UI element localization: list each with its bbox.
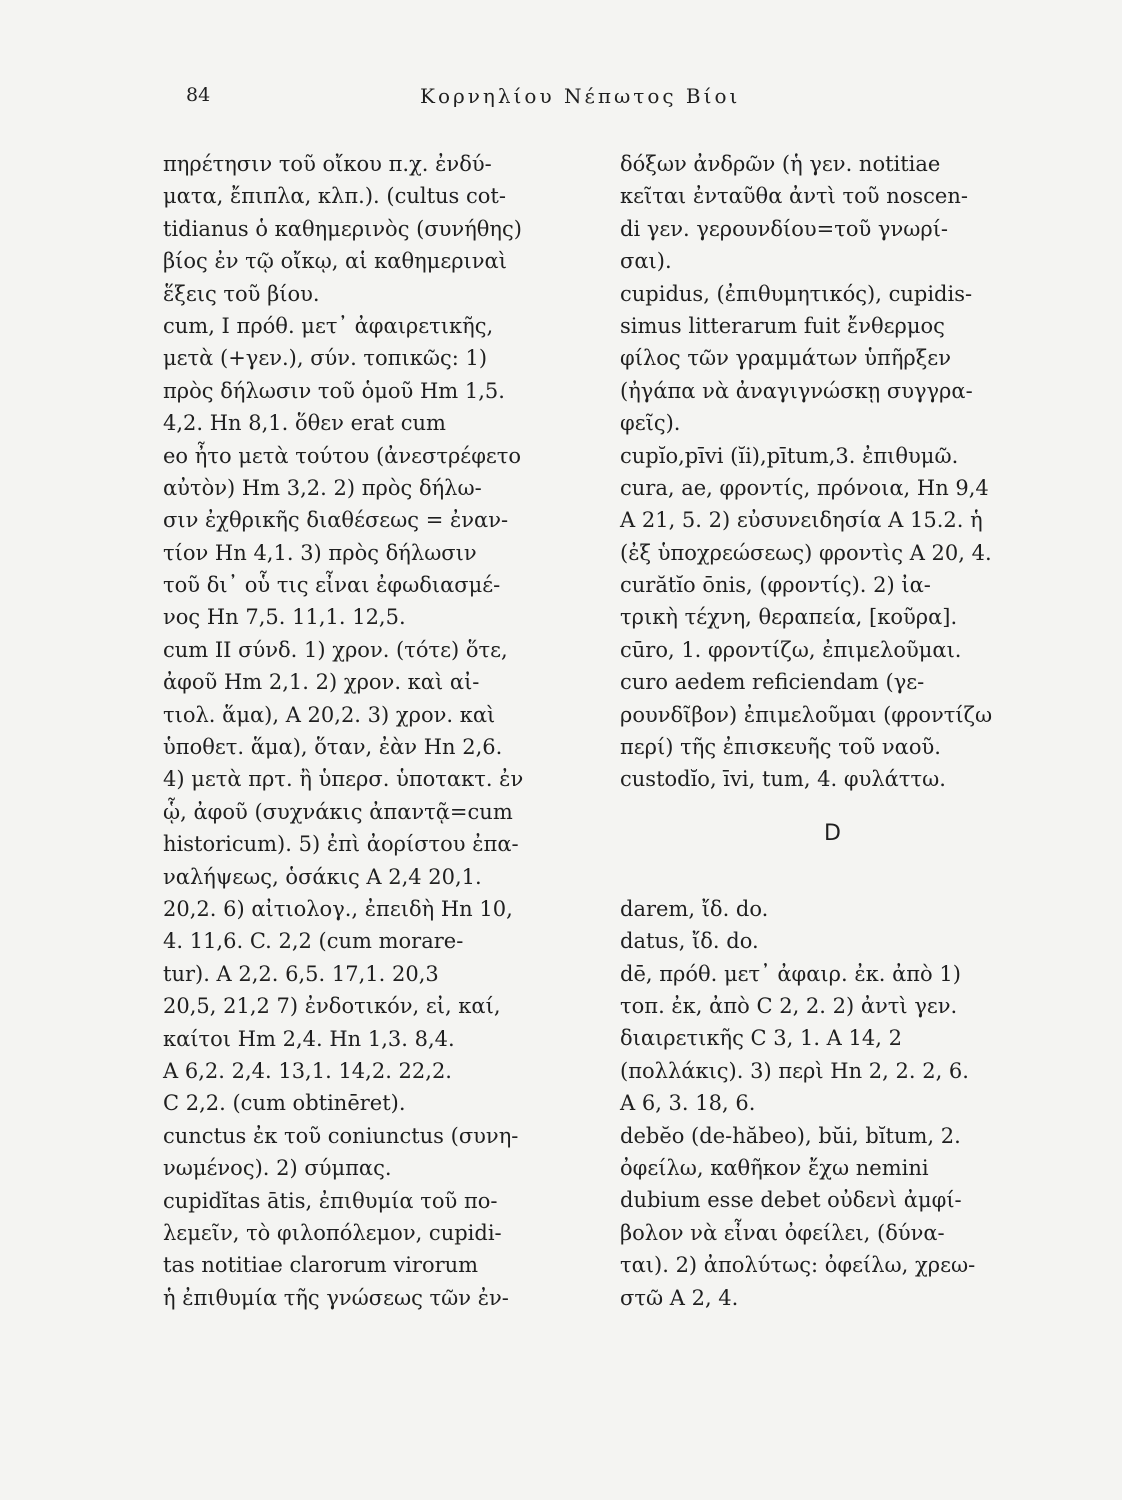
text-line: cura, ae, φροντίς, πρόνοια, Hn 9,4 xyxy=(620,475,989,500)
text-line: debĕo (de-hăbeo), bŭi, bĭtum, 2. xyxy=(620,1123,961,1148)
right-column-bottom xyxy=(620,893,1045,1314)
text-line: πρὸς δήλωσιν τοῦ ὁμοῦ Hm 1,5. xyxy=(163,378,505,403)
text-line: 4,2. Hn 8,1. ὅθεν erat cum xyxy=(163,411,446,436)
text-line: φίλος τῶν γραμμάτων ὑπῆρξεν xyxy=(620,346,951,371)
text-line: ἀφοῦ Hm 2,1. 2) χρον. καὶ αἰ- xyxy=(163,670,480,695)
text-line: A 21, 5. 2) εὐσυνειδησία A 15.2. ἡ xyxy=(620,508,983,533)
text-line: φεῖς). xyxy=(620,411,681,436)
text-line: curo aedem reficiendam (γε- xyxy=(620,670,925,695)
text-line: cum II σύνδ. 1) χρον. (τότε) ὅτε, xyxy=(163,637,508,662)
text-line: eo ἦτο μετὰ τούτου (ἀνεστρέφετο xyxy=(163,443,522,468)
text-line: custodĭo, īvi, tum, 4. φυλάττω. xyxy=(620,767,946,792)
text-line: dē, πρόθ. μετ᾽ ἀφαιρ. ἐκ. ἀπὸ 1) xyxy=(620,961,961,986)
text-line: ναλήψεως, ὁσάκις A 2,4 20,1. xyxy=(163,864,482,889)
section-letter: D xyxy=(824,820,841,846)
text-line: cupidus, (ἐπιθυμητικός), cupidis- xyxy=(620,281,973,306)
text-line: τιολ. ἅμα), A 20,2. 3) χρον. καὶ xyxy=(163,702,496,727)
text-line: 20,2. 6) αἰτιολογ., ἐπειδὴ Hn 10, xyxy=(163,896,513,921)
text-line: σιν ἐχθρικῆς διαθέσεως = ἐναν- xyxy=(163,508,509,533)
text-line: μετὰ (+γεν.), σύν. τοπικῶς: 1) xyxy=(163,346,488,371)
text-line: (πολλάκις). 3) περὶ Hn 2, 2. 2, 6. xyxy=(620,1058,969,1083)
text-line: tur). A 2,2. 6,5. 17,1. 20,3 xyxy=(163,961,439,986)
text-line: dubium esse debet οὐδενὶ ἀμφί- xyxy=(620,1188,962,1213)
page-header xyxy=(0,84,1122,114)
text-line: ἡ ἐπιθυμία τῆς γνώσεως τῶν ἐν- xyxy=(163,1285,509,1310)
text-line: νος Hn 7,5. 11,1. 12,5. xyxy=(163,605,406,630)
running-title: Κορνηλίου Νέπωτος Βίοι xyxy=(420,84,741,108)
text-line: ματα, ἔπιπλα, κλπ.). (cultus cot- xyxy=(163,184,506,209)
text-line: ὀφείλω, καθῆκον ἔχω nemini xyxy=(620,1155,929,1180)
text-line: ται). 2) ἀπολύτως: ὀφείλω, χρεω- xyxy=(620,1253,976,1278)
text-line: darem, ἴδ. do. xyxy=(620,896,769,921)
text-line: 4) μετὰ πρτ. ἢ ὑπερσ. ὑποτακτ. ἐν xyxy=(163,767,524,792)
text-line: ρουνδῖβον) ἐπιμελοῦμαι (φροντίζω xyxy=(620,702,993,727)
text-line: cum, I πρόθ. μετ᾽ ἀφαιρετικῆς, xyxy=(163,313,494,338)
right-column xyxy=(620,148,1045,1314)
text-line: στῶ A 2, 4. xyxy=(620,1285,739,1310)
text-line: τοῦ δι᾽ οὗ τις εἶναι ἐφωδιασμέ- xyxy=(163,573,501,598)
text-line: περί) τῆς ἐπισκευῆς τοῦ ναοῦ. xyxy=(620,735,941,760)
text-line: δόξων ἀνδρῶν (ἡ γεν. notitiae xyxy=(620,152,941,176)
text-line: νωμένος). 2) σύμπας. xyxy=(163,1156,392,1181)
text-line: simus litterarum fuit ἔνθερμος xyxy=(620,313,945,338)
text-line: ἕξεις τοῦ βίου. xyxy=(163,281,320,306)
text-line: tas notitiae clarorum virorum xyxy=(163,1253,479,1278)
text-line: βολον νὰ εἶναι ὀφείλει, (δύνα- xyxy=(620,1220,945,1245)
left-column xyxy=(163,148,573,1314)
text-line: σαι). xyxy=(620,249,672,274)
text-line: cūro, 1. φροντίζω, ἐπιμελοῦμαι. xyxy=(620,637,962,662)
text-line: datus, ἴδ. do. xyxy=(620,929,759,954)
text-line: 4. 11,6. C. 2,2 (cum morare- xyxy=(163,929,464,954)
text-line: (ἠγάπα νὰ ἀναγιγνώσκῃ συγγρα- xyxy=(620,378,973,403)
text-line: πηρέτησιν τοῦ οἴκου π.χ. ἐνδύ- xyxy=(163,152,492,176)
text-line: βίος ἐν τῷ οἴκῳ, αἱ καθημεριναὶ xyxy=(163,249,507,274)
text-line: cunctus ἐκ τοῦ coniunctus (συνη- xyxy=(163,1123,519,1148)
text-line: C 2,2. (cum obtinēret). xyxy=(163,1091,406,1116)
text-line: καίτοι Hm 2,4. Hn 1,3. 8,4. xyxy=(163,1026,455,1051)
text-line: cupĭo,pīvi (ĭi),pītum,3. ἐπιθυμῶ. xyxy=(620,443,959,468)
text-line: ὑποθετ. ἅμα), ὅταν, ἐὰν Hn 2,6. xyxy=(163,735,503,760)
text-line: λεμεῖν, τὸ φιλοπόλεμον, cupidi- xyxy=(163,1220,502,1245)
text-line: A 6, 3. 18, 6. xyxy=(620,1091,756,1116)
text-line: τοπ. ἐκ, ἀπὸ C 2, 2. 2) ἀντὶ γεν. xyxy=(620,993,958,1018)
text-line: di γεν. γερουνδίου=τοῦ γνωρί- xyxy=(620,216,949,241)
text-line: κεῖται ἐνταῦθα ἀντὶ τοῦ noscen- xyxy=(620,184,968,209)
right-column-top xyxy=(620,148,1045,796)
text-line: τίον Hn 4,1. 3) πρὸς δήλωσιν xyxy=(163,540,477,565)
text-line: 20,5, 21,2 7) ἐνδοτικόν, εἰ, καί, xyxy=(163,994,501,1019)
text-line: αὐτὸν) Hm 3,2. 2) πρὸς δήλω- xyxy=(163,475,482,500)
text-line: (ἐξ ὑποχρεώσεως) φροντὶς A 20, 4. xyxy=(620,540,992,565)
text-line: τρικὴ τέχνη, θεραπεία, [κοῦρα]. xyxy=(620,605,958,630)
text-line: cupidĭtas ātis, ἐπιθυμία τοῦ πο- xyxy=(163,1188,498,1213)
page-number: 84 xyxy=(186,84,211,106)
text-line: A 6,2. 2,4. 13,1. 14,2. 22,2. xyxy=(163,1058,452,1083)
text-line: historicum). 5) ἐπὶ ἀορίστου ἐπα- xyxy=(163,832,519,857)
text-line: ᾧ, ἀφοῦ (συχνάκις ἀπαντᾷ=cum xyxy=(163,799,513,824)
text-line: curătĭo ōnis, (φροντίς). 2) ἰα- xyxy=(620,573,931,598)
text-line: διαιρετικῆς C 3, 1. A 14, 2 xyxy=(620,1026,902,1051)
text-line: tidianus ὁ καθημερινὸς (συνήθης) xyxy=(163,216,522,241)
